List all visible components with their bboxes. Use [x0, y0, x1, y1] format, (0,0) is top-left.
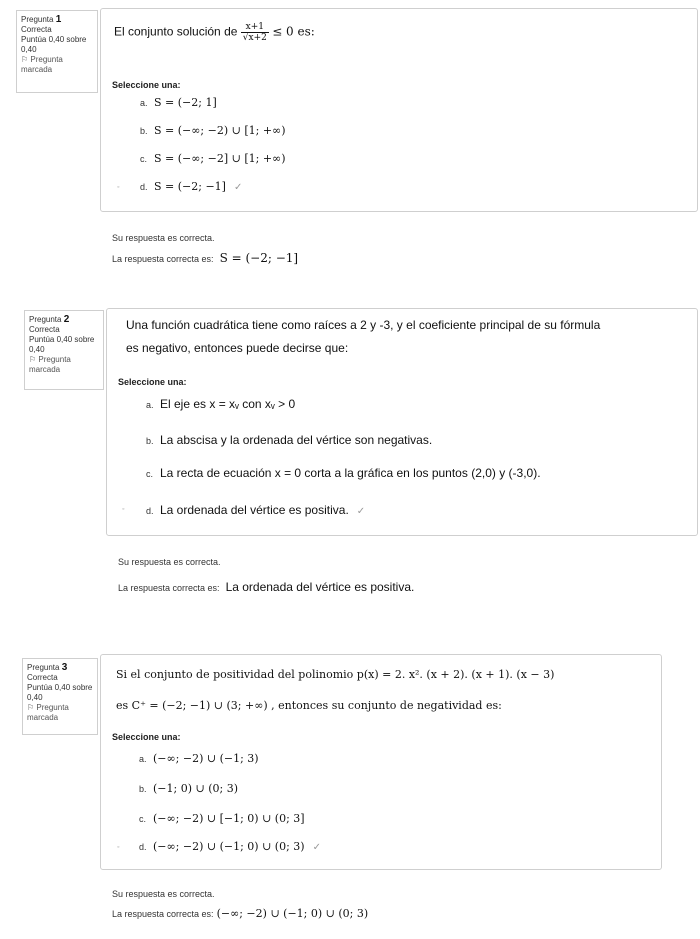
option-a[interactable] — [139, 752, 259, 765]
option-text: La ordenada del vértice es positiva. — [160, 503, 349, 517]
flag-icon: ⚐ — [27, 703, 35, 712]
question-info-3 — [22, 658, 98, 735]
option-text: (−∞; −2) ∪ (−1; 3) — [153, 752, 259, 765]
option-text: (−∞; −2) ∪ (−1; 0) ∪ (0; 3) — [153, 840, 305, 853]
radio-selected-icon[interactable]: ◦ — [122, 506, 125, 513]
option-text: S = (−2; 1] — [154, 96, 217, 109]
question-text-start: El conjunto solución de — [114, 24, 238, 39]
option-c[interactable] — [140, 152, 286, 165]
question-info-1 — [16, 10, 98, 93]
option-letter: d. — [140, 182, 148, 192]
option-a[interactable] — [146, 397, 295, 411]
question-number: 3 — [61, 662, 68, 673]
correct-answer-line — [112, 907, 368, 920]
question-state: Correcta — [29, 325, 60, 334]
option-b[interactable] — [140, 124, 286, 137]
option-letter: a. — [140, 98, 148, 108]
flag-label: Pregunta marcada — [29, 355, 71, 374]
option-text: La recta de ecuación x = 0 corta a la gráfica en los puntos (2,0) y (-3,0). — [160, 466, 541, 480]
flag-icon: ⚐ — [29, 355, 37, 364]
option-b[interactable] — [139, 782, 238, 795]
correct-answer-line — [112, 251, 298, 265]
flag-question-link[interactable] — [27, 703, 93, 723]
question-state: Correcta — [21, 25, 52, 34]
question-number-3 — [27, 663, 93, 673]
option-letter: b. — [139, 784, 147, 794]
correct-answer-value: (−∞; −2) ∪ (−1; 0) ∪ (0; 3) — [216, 907, 369, 920]
option-letter: a. — [139, 754, 147, 764]
radio-selected-icon[interactable]: ◦ — [117, 184, 120, 191]
option-letter: b. — [146, 436, 154, 446]
question-number: 2 — [63, 314, 70, 325]
option-letter: c. — [139, 814, 147, 824]
fraction — [241, 22, 269, 43]
fraction-numerator: x+1 — [241, 22, 269, 33]
question-text-end: ≤ 0 es: — [272, 24, 315, 39]
option-b[interactable] — [146, 433, 432, 447]
feedback-text: Su respuesta es correcta. — [118, 557, 221, 567]
option-letter: d. — [146, 506, 154, 516]
option-letter: a. — [146, 400, 154, 410]
option-text: S = (−∞; −2) ∪ [1; +∞) — [154, 124, 286, 137]
option-text: (−∞; −2) ∪ [−1; 0) ∪ (0; 3] — [153, 812, 305, 825]
select-label: Seleccione una: — [112, 80, 181, 90]
question-text-2-line-1: Una función cuadrática tiene como raíces a 2 y -3, y el coeficiente principal de su fórmula — [126, 318, 601, 332]
flag-icon: ⚐ — [21, 55, 29, 64]
option-text: La abscisa y la ordenada del vértice son negativas. — [160, 433, 433, 447]
feedback-text: Su respuesta es correcta. — [112, 233, 215, 243]
flag-question-link[interactable] — [21, 55, 93, 75]
option-text: (−1; 0) ∪ (0; 3) — [153, 782, 238, 795]
option-text: S = (−∞; −2] ∪ [1; +∞) — [154, 152, 286, 165]
correct-answer-value: La ordenada del vértice es positiva. — [225, 580, 415, 594]
question-state: Correcta — [27, 673, 58, 682]
option-letter: c. — [146, 469, 154, 479]
question-number-2 — [29, 315, 99, 325]
question-text-1 — [114, 22, 315, 43]
question-label: Pregunta — [21, 15, 54, 24]
question-number-1 — [21, 15, 93, 25]
option-letter: b. — [140, 126, 148, 136]
question-label: Pregunta — [27, 663, 60, 672]
question-score: Puntúa 0,40 sobre 0,40 — [27, 683, 93, 702]
check-icon: ✓ — [312, 842, 321, 853]
flag-label: Pregunta marcada — [21, 55, 63, 74]
flag-question-link[interactable] — [29, 355, 99, 375]
option-text: El eje es x = xᵥ con xᵥ > 0 — [160, 397, 296, 411]
check-icon: ✓ — [233, 182, 243, 193]
radio-selected-icon[interactable]: ◦ — [117, 844, 120, 851]
correct-answer-label: La respuesta correcta es: — [112, 254, 214, 264]
question-label: Pregunta — [29, 315, 62, 324]
option-text: S = (−2; −1] — [154, 180, 226, 193]
correct-answer-line — [118, 580, 414, 594]
question-info-2 — [24, 310, 104, 390]
fraction-denominator: √x+2 — [242, 33, 267, 43]
correct-answer-label: La respuesta correcta es: — [112, 909, 214, 919]
question-number: 1 — [55, 14, 62, 25]
feedback-text: Su respuesta es correcta. — [112, 889, 215, 899]
correct-answer-label: La respuesta correcta es: — [118, 583, 220, 593]
question-text-2-line-2: es negativo, entonces puede decirse que: — [126, 341, 349, 355]
question-score: Puntúa 0,40 sobre 0,40 — [29, 335, 95, 354]
flag-label: Pregunta marcada — [27, 703, 69, 722]
option-d[interactable] — [140, 180, 242, 193]
select-label: Seleccione una: — [118, 377, 187, 387]
option-letter: d. — [139, 842, 147, 852]
question-text-3-line-2: es C⁺ = (−2; −1) ∪ (3; +∞) , entonces su conjunto de negatividad es: — [116, 699, 502, 712]
question-score: Puntúa 0,40 sobre 0,40 — [21, 35, 87, 54]
option-c[interactable] — [139, 812, 305, 825]
select-label: Seleccione una: — [112, 732, 181, 742]
question-text-3-line-1: Si el conjunto de positividad del polinomio p(x) = 2. x². (x + 2). (x + 1). (x − 3) — [116, 668, 555, 681]
option-letter: c. — [140, 154, 148, 164]
check-icon: ✓ — [356, 506, 366, 517]
option-d[interactable] — [139, 840, 321, 853]
correct-answer-value: S = (−2; −1] — [219, 251, 299, 265]
option-c[interactable] — [146, 466, 541, 480]
option-a[interactable] — [140, 96, 217, 109]
option-d[interactable] — [146, 503, 365, 517]
